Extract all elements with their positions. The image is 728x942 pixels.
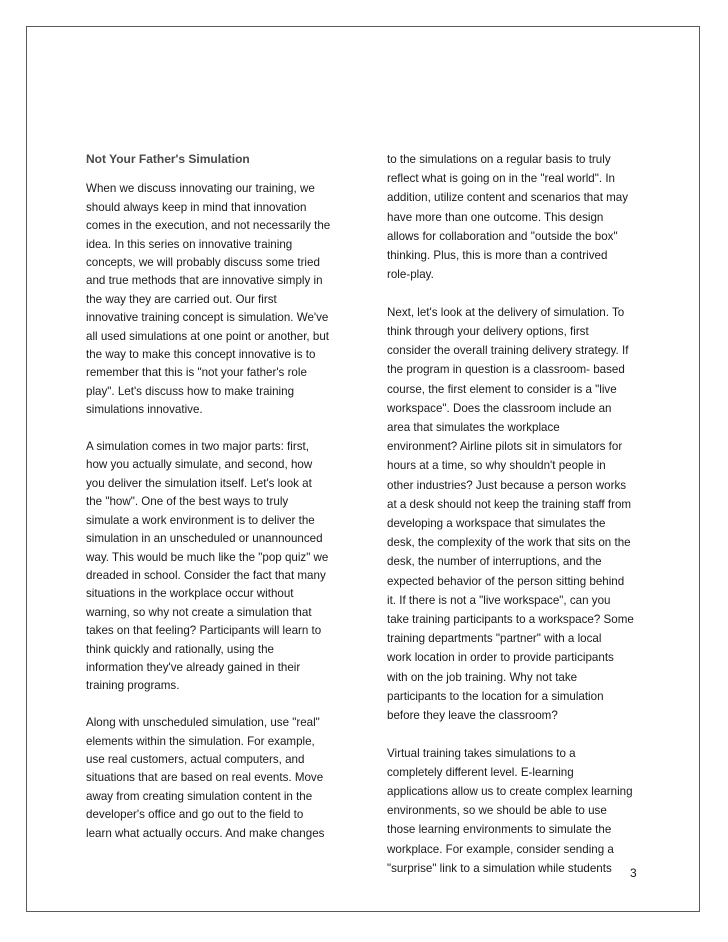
text-line: the way to make this concept innovative is to bbox=[86, 348, 316, 362]
text-line: area that simulates the workplace bbox=[387, 421, 560, 435]
text-line: course, the first element to consider is a "live bbox=[387, 382, 617, 396]
text-line: take training participants to a workspace? Some bbox=[387, 613, 634, 627]
text-line: Along with unscheduled simulation, use "real" bbox=[86, 716, 320, 730]
text-line: environments, so we should be able to use bbox=[387, 804, 607, 818]
text-line: with on the job training. Why not take bbox=[387, 670, 578, 684]
text-line: think quickly and rationally, using the bbox=[86, 642, 274, 656]
text-line: desk, the number of interruptions, and the bbox=[387, 555, 602, 569]
text-line: learn what actually occurs. And make changes bbox=[86, 826, 325, 840]
text-line: desk, the complexity of the work that sits on the bbox=[387, 536, 631, 550]
text-line: all used simulations at one point or another, but bbox=[86, 329, 329, 343]
text-line: applications allow us to create complex learning bbox=[387, 785, 633, 799]
text-line: simulation in an unscheduled or unannounced bbox=[86, 532, 323, 546]
text-line: it. If there is not a "live workspace", can you bbox=[387, 593, 611, 607]
right-column bbox=[387, 150, 649, 896]
text-line: role-play. bbox=[387, 268, 434, 282]
text-line: training programs. bbox=[86, 679, 180, 693]
paragraph bbox=[86, 438, 358, 696]
text-line: away from creating simulation content in the bbox=[86, 789, 313, 803]
paragraph bbox=[86, 714, 358, 843]
text-line: situations in the workplace occur without bbox=[86, 587, 294, 601]
text-line: situations that are based on real events. Move bbox=[86, 771, 324, 785]
text-line: the way they are carried out. Our first bbox=[86, 292, 277, 306]
paragraph bbox=[387, 744, 649, 878]
text-line: workspace". Does the classroom include an bbox=[387, 401, 612, 415]
text-line: dreaded in school. Consider the fact that many bbox=[86, 568, 326, 582]
text-line: training departments "partner" with a local bbox=[387, 632, 602, 646]
text-line: takes on that feeling? Participants will learn to bbox=[86, 624, 322, 638]
left-column bbox=[86, 150, 358, 861]
text-line: to the simulations on a regular basis to truly bbox=[387, 153, 611, 166]
text-line: thinking. Plus, this is more than a contrived bbox=[387, 249, 608, 263]
text-line: use real customers, actual computers, and bbox=[86, 752, 305, 766]
text-line: how you actually simulate, and second, how bbox=[86, 458, 313, 472]
text-line: expected behavior of the person sitting behind bbox=[387, 574, 625, 588]
text-line: idea. In this series on innovative training bbox=[86, 237, 293, 251]
text-line: the "how". One of the best ways to truly bbox=[86, 495, 289, 509]
text-line: addition, utilize content and scenarios that may bbox=[387, 191, 629, 205]
text-line: participants to the location for a simulation bbox=[387, 689, 604, 703]
text-line: at a desk should not keep the training staff from bbox=[387, 497, 632, 511]
text-line: should always keep in mind that innovation bbox=[86, 200, 307, 214]
text-line: remember that this is "not your father's role bbox=[86, 366, 307, 380]
text-line: the program in question is a classroom- based bbox=[387, 363, 625, 377]
paragraph bbox=[387, 303, 649, 725]
text-line: before they leave the classroom? bbox=[387, 709, 558, 723]
text-line: those learning environments to simulate the bbox=[387, 823, 612, 837]
article-title: Not Your Father's Simulation bbox=[86, 152, 250, 166]
text-line: "surprise" link to a simulation while students bbox=[387, 861, 612, 875]
text-line: and true methods that are innovative simply in bbox=[86, 274, 323, 288]
text-line: you deliver the simulation itself. Let's look at bbox=[86, 476, 312, 490]
text-line: warning, so why not create a simulation that bbox=[86, 605, 312, 619]
text-line: concepts, we will probably discuss some tried bbox=[86, 256, 320, 270]
text-line: completely different level. E-learning bbox=[387, 765, 574, 779]
text-line: workplace. For example, consider sending a bbox=[387, 842, 614, 856]
text-line: Next, let's look at the delivery of simulation. To bbox=[387, 305, 625, 319]
text-line: allows for collaboration and "outside the box" bbox=[387, 229, 618, 243]
text-line: have more than one outcome. This design bbox=[387, 210, 604, 224]
text-line: way. This would be much like the "pop quiz" we bbox=[86, 550, 329, 564]
text-line: developing a workspace that simulates the bbox=[387, 517, 606, 531]
text-line: simulate a work environment is to deliver the bbox=[86, 513, 315, 527]
text-line: reflect what is going on in the "real world". In bbox=[387, 172, 615, 186]
text-line: developer's office and go out to the field to bbox=[86, 808, 304, 822]
page-number: 3 bbox=[630, 866, 637, 880]
text-line: simulations innovative. bbox=[86, 403, 203, 417]
paragraph bbox=[387, 150, 649, 284]
text-line: think through your delivery options, first bbox=[387, 325, 589, 339]
text-line: elements within the simulation. For example, bbox=[86, 734, 315, 748]
text-line: innovative training concept is simulation. We've bbox=[86, 311, 329, 325]
text-line: information they've already gained in their bbox=[86, 660, 301, 674]
text-line: comes in the execution, and not necessarily the bbox=[86, 219, 331, 233]
text-line: hours at a time, so why shouldn't people in bbox=[387, 459, 606, 473]
text-line: When we discuss innovating our training, we bbox=[86, 182, 315, 196]
text-line: other industries? Just because a person works bbox=[387, 478, 627, 492]
text-line: work location in order to provide participants bbox=[387, 651, 614, 665]
text-line: environment? Airline pilots sit in simulators for bbox=[387, 440, 623, 454]
text-line: play". Let's discuss how to make training bbox=[86, 384, 295, 398]
text-line: A simulation comes in two major parts: first, bbox=[86, 440, 309, 454]
text-line: Virtual training takes simulations to a bbox=[387, 746, 576, 760]
text-line: consider the overall training delivery strategy. If bbox=[387, 344, 629, 358]
paragraph bbox=[86, 180, 358, 419]
